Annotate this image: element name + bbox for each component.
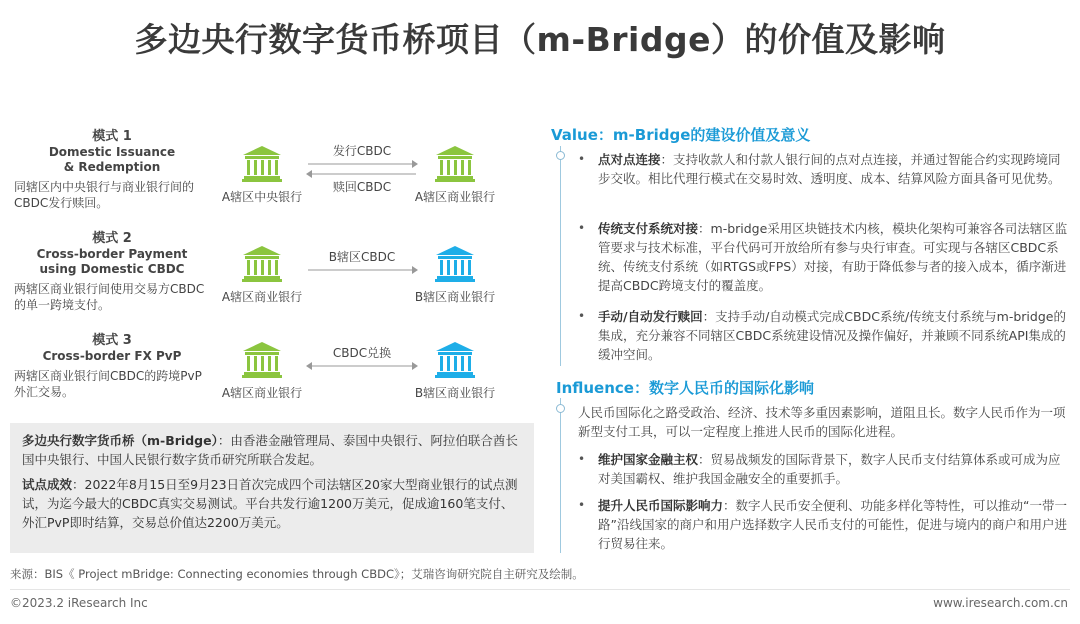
timeline-dot bbox=[556, 151, 565, 160]
footer-copyright: ©2023.2 iResearch Inc bbox=[10, 596, 148, 610]
arrow-left-icon bbox=[306, 169, 418, 179]
bank-label: A辖区商业银行 bbox=[221, 386, 303, 400]
info-intro-text: ：由香港金融管理局、泰国中央银行、阿拉伯联合酋长国中央银行、中国人民银行数字货币研究所联合发起。 bbox=[22, 433, 518, 467]
arrow-double-icon bbox=[306, 361, 418, 371]
page-title: 多边央行数字货币桥项目（m-Bridge）的价值及影响 bbox=[134, 20, 946, 59]
bank-label: B辖区商业银行 bbox=[414, 290, 496, 304]
bank-icon bbox=[242, 342, 282, 378]
influence-item-1 bbox=[598, 450, 1072, 488]
mode-2-arrows bbox=[306, 249, 418, 275]
value-item-text: ：m-bridge采用区块链技术内核，模块化架构可兼容各司法辖区监管要求与技术标准，平台代码可开放给所有参与央行审查。可实现与各辖区CBDC系统、传统支付系统（如RTGS或FPS）对接，有助于降低参与者的接入成本，循序渐进提高CBDC跨境支付的覆盖度。 bbox=[598, 221, 1068, 293]
bullet-icon: • bbox=[578, 452, 586, 466]
arrow-label-issue: 发行CBDC bbox=[332, 144, 392, 158]
mode-title: 模式 3 bbox=[92, 333, 132, 348]
mode-title: 模式 2 bbox=[92, 231, 132, 246]
mode-description: 两辖区商业银行间使用交易方CBDC的单一跨境支付。 bbox=[14, 282, 205, 312]
bank-icon bbox=[242, 146, 282, 182]
bank-label: B辖区商业银行 bbox=[414, 386, 496, 400]
mode-subtitle: Cross-border FX PvP bbox=[42, 349, 182, 363]
bullet-icon: • bbox=[578, 498, 586, 512]
mode-2-left-bank bbox=[207, 246, 317, 305]
influence-item-2 bbox=[598, 496, 1072, 553]
influence-item-title: 提升人民币国际影响力 bbox=[598, 498, 724, 513]
value-item-title: 点对点连接 bbox=[598, 152, 661, 167]
value-item-title: 手动/自动发行赎回 bbox=[598, 309, 703, 324]
mode-3 bbox=[14, 332, 210, 400]
influence-timeline bbox=[560, 398, 561, 553]
mode-description: 同辖区内中央银行与商业银行间的CBDC发行赎回。 bbox=[14, 180, 195, 210]
bank-icon bbox=[435, 246, 475, 282]
value-heading: Value：m-Bridge的建设价值及意义 bbox=[551, 126, 811, 144]
influence-item-text: ：贸易战频发的国际背景下，数字人民币支付结算体系或可成为应对美国霸权、维护我国金融安全的重要抓手。 bbox=[598, 452, 1061, 486]
footer-website-link[interactable]: www.iresearch.com.cn bbox=[933, 596, 1068, 610]
mode-1-arrows bbox=[306, 143, 418, 195]
bank-label: A辖区中央银行 bbox=[221, 190, 303, 204]
source-note: 来源：BIS《 Project mBridge: Connecting economies through CBDC》；艾瑞咨询研究院自主研究及绘制。 bbox=[10, 567, 584, 581]
timeline-dot bbox=[556, 404, 565, 413]
arrow-label: CBDC兑换 bbox=[332, 346, 392, 360]
arrow-right-icon bbox=[306, 159, 418, 169]
value-item-1 bbox=[598, 150, 1072, 188]
mode-subtitle: Domestic Issuance & Redemption bbox=[48, 145, 176, 174]
value-item-title: 传统支付系统对接 bbox=[598, 221, 699, 236]
bullet-icon: • bbox=[578, 309, 586, 323]
influence-item-title: 维护国家金融主权 bbox=[598, 452, 699, 467]
arrow-label-redeem: 赎回CBDC bbox=[332, 180, 392, 194]
info-pilot-text: ：2022年8月15日至9月23日首次完成四个司法辖区20家大型商业银行的试点测试，为迄今最大的CBDC真实交易测试。平台共发行逾1200万美元，促成逾160笔支付、外汇PvP即时结算，交易总价值达2200万美元。 bbox=[22, 477, 518, 530]
info-pilot-bold: 试点成效 bbox=[22, 477, 73, 492]
info-intro-bold: 多边央行数字货币桥（m-Bridge） bbox=[22, 433, 218, 448]
info-paragraph-pilot bbox=[22, 475, 522, 532]
mode-1-left-bank bbox=[207, 146, 317, 205]
value-item-2 bbox=[598, 219, 1072, 295]
mode-3-arrows bbox=[306, 345, 418, 371]
influence-intro: 人民币国际化之路受政治、经济、技术等多重因素影响，道阻且长。数字人民币作为一项新型支付工具，可以一定程度上推进人民币的国际化进程。 bbox=[578, 405, 1066, 439]
value-item-3 bbox=[598, 307, 1072, 364]
mode-3-left-bank bbox=[207, 342, 317, 401]
bank-label: A辖区商业银行 bbox=[221, 290, 303, 304]
value-item-text: ：支持收款人和付款人银行间的点对点连接，并通过智能合约实现跨境同步交收。相比代理行模式在交易时效、透明度、成本、结算风险方面具备可见优势。 bbox=[598, 152, 1061, 186]
bank-icon bbox=[435, 342, 475, 378]
arrow-label: B辖区CBDC bbox=[328, 250, 396, 264]
arrow-right-icon bbox=[306, 265, 418, 275]
footer-divider bbox=[10, 589, 1070, 590]
bank-label: A辖区商业银行 bbox=[414, 190, 496, 204]
mode-2 bbox=[14, 230, 210, 313]
value-item-text: ：支持手动/自动模式完成CBDC系统/传统支付系统与m-bridge的集成，充分兼容不同辖区CBDC系统建设情况及操作偏好，并兼顾不同系统API集成的缓冲空间。 bbox=[598, 309, 1066, 362]
bullet-icon: • bbox=[578, 152, 586, 166]
influence-heading: Influence：数字人民币的国际化影响 bbox=[556, 379, 814, 397]
bank-icon bbox=[435, 146, 475, 182]
mode-subtitle: Cross-border Payment using Domestic CBDC bbox=[36, 247, 188, 276]
influence-item-text: ：数字人民币安全便利、功能多样化等特性，可以推动“一带一路”沿线国家的商户和用户选择数字人民币支付的可能性，促进与境内的商户和用户进行贸易往来。 bbox=[598, 498, 1067, 551]
mode-1 bbox=[14, 128, 210, 211]
bullet-icon: • bbox=[578, 221, 586, 235]
mode-title: 模式 1 bbox=[92, 129, 132, 144]
bank-icon bbox=[242, 246, 282, 282]
mode-description: 两辖区商业银行间CBDC的跨境PvP外汇交易。 bbox=[14, 369, 202, 399]
info-box bbox=[10, 423, 534, 553]
value-timeline bbox=[560, 146, 561, 366]
info-paragraph-intro bbox=[22, 431, 522, 469]
